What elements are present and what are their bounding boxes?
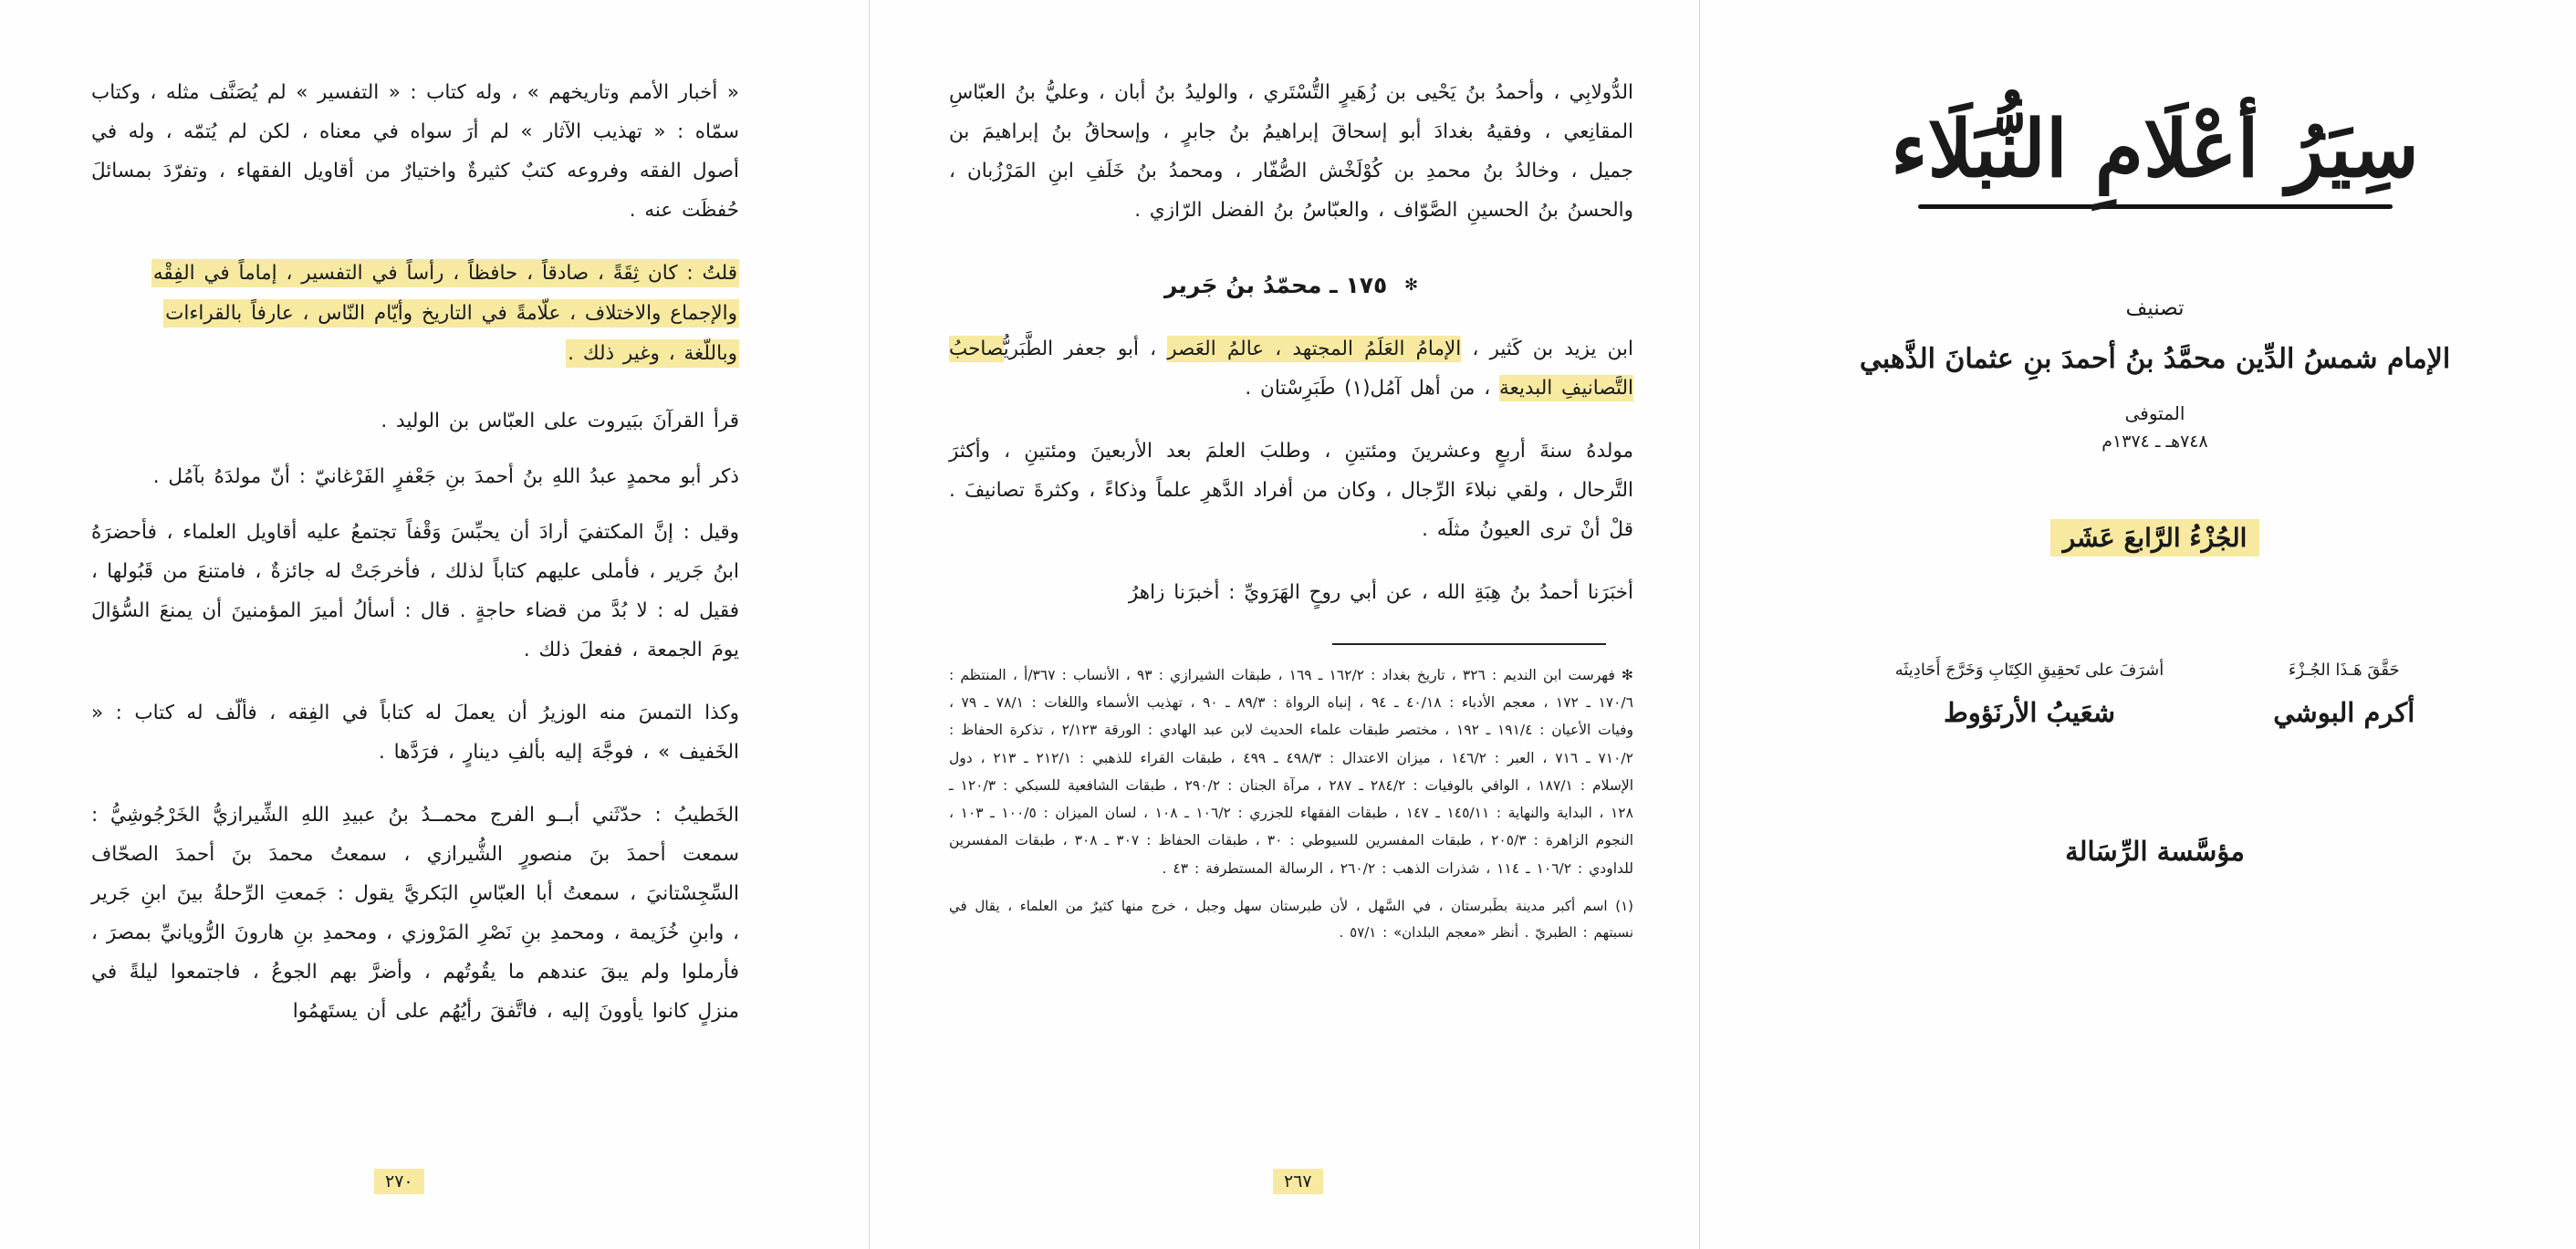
paragraph: الدُّولابِي ، وأحمدُ بنُ يَحْيى بن زُهَيرٍ التُّسْتَري ، والوليدُ بنُ أبان ، وعليُّ بنُ العبّاسِ المقانِعي ، وفقيهُ بغدادَ أبو إسحاقَ إبراهيمُ بنُ جابرٍ ، وإسحاقُ بنُ إبراهيمَ بن جميل ، وخالدُ بنُ محمدِ بن كُوْلَخْش الصُّفّار ، ومحمدُ بنُ خَلَفِ ابنِ المَرْزُبان ، والحسنُ بنُ الحسينِ الصَّوّاف ، والعبّاسُ بنُ الفضل الرّازي .	[949, 81, 1633, 222]
footnote: (١) اسم أكبر مدينة بطَبرستان ، في السَّهل ، لأن طبرستان سهل وجبل ، خرج منها كثيرٌ من العلماء ، يقال في نسبتهم : الطبريّ . أنظر «معجم البلدان» : ٥٧/١ .	[949, 897, 1633, 941]
column-divider-1	[869, 0, 870, 1249]
author-name: الإمام شمسُ الدِّين محمَّدُ بنُ أحمدَ بنِ عثمانَ الذَّهبي	[1859, 342, 2451, 375]
authorship-label: تصنيف	[2125, 296, 2185, 320]
heading-dash: ـ	[1330, 272, 1338, 298]
paragraph: قرأ القرآنَ ببَيروت على العبّاس بن الوليد .	[381, 410, 739, 433]
highlighted-line: قلتُ : كان ثِقَةً ، صادقاً ، حافظاً ، رأساً في التفسير ، إماماً في الفِقْه	[151, 259, 739, 287]
entry-number: ١٧٥	[1345, 272, 1388, 298]
editor-role: حَقَّقَ هَـذَا الجُـزْءَ	[2288, 660, 2400, 680]
paragraph: وقيل : إنَّ المكتفيَ أرادَ أن يحبِّسَ وَقْفاً تجتمعُ عليه أقاويل العلماء ، فأحضرَهُ ابنُ جَرير ، فأملى عليهم كتاباً لذلك ، فأخرجَتْ له جائزةٌ ، فامتنعَ من قَبُولها ، فقيل له : لا بُدَّ من قضاء حاجةٍ . قال : أسألُ أميرَ المؤمنينَ أن يمنعَ السُّؤالَ يومَ الجمعة ، ففعلَ ذلك .	[91, 521, 739, 662]
highlighted-epithet-2: صاحبُ التَّصانيفِ البديعة	[949, 338, 1633, 400]
page-number-left: ٢٧٠	[374, 1169, 424, 1194]
entry-name: محمّدُ بنُ جَرير	[1163, 272, 1322, 298]
page-number-middle: ٢٦٧	[1273, 1169, 1323, 1194]
paragraph: « أخبار الأمم وتاريخهم » ، وله كتاب : « التفسير » لم يُصَنَّف مثله ، وكتاب سمّاه : « تهذيب الآثار » لم أرَ سواه في معناه ، لكن لم يُتمّه ، وله في أصول الفقه وفروعه كتبٌ كثيرةٌ واختيارٌ من أقاويل الفقهاء ، وتفرّدَ بمسائلَ حُفظَت عنه .	[91, 81, 739, 222]
left-page	[0, 0, 821, 1249]
bio-text-post: ، من أهل آمُل(١) طَبَرِسْتان .	[1245, 377, 1500, 400]
publisher-name: مؤسَّسة الرِّسَالة	[2065, 836, 2245, 868]
death-label: المتوفى	[2124, 401, 2185, 424]
editor-entry	[2273, 657, 2414, 729]
paragraph: وكذا التمسَ منه الوزيرُ أن يعملَ له كتاباً في الفِقه ، فألّف له كتاب : « الخَفيف » ، فوجَّهَ إليه بألفِ دينارٍ ، فرَدَّها .	[91, 702, 739, 765]
volume-label: الجُزْءُ الرَّابعَ عَشَر	[2050, 519, 2260, 557]
asterisk-icon: ✻	[1403, 276, 1419, 295]
editor-role: أشرَفَ على تَحقِيقِ الكِتَابِ وَخَرَّجَ أَحَادِيثَه	[1894, 660, 2164, 680]
biography-heading	[949, 272, 1633, 298]
highlighted-line: والإجماع والاختلاف ، علّامةً في التاريخ وأيّام النّاس ، عارفاً بالقراءات	[163, 299, 739, 328]
editor-name: أكرم البوشي	[2273, 697, 2415, 729]
editor-entry	[1895, 657, 2164, 729]
footnote-separator	[1332, 643, 1606, 645]
biography-identification	[949, 329, 1633, 408]
paragraph: مولدهُ سنةَ أربعٍ وعشرينَ ومئتينِ ، وطلبَ العلمَ بعد الأربعينَ ومئتينِ ، وأكثرَ التَّرحال ، ولقي نبلاءَ الرِّجال ، وكان من أفراد الدَّهرِ علماً وذكاءً ، وكثرةَ تصانيفَ . قلْ أنْ ترى العيونُ مثلَه .	[949, 440, 1633, 541]
paragraph: أخبَرَنا أحمدُ بنُ هِبَةِ الله ، عن أبي روحٍ الهَرَويِّ : أخبرَنا زاهرُ	[1128, 581, 1633, 604]
death-dates: ٧٤٨هـ ـ ١٣٧٤م	[2101, 431, 2208, 452]
title-page	[1734, 0, 2576, 1249]
highlighted-paragraph	[91, 254, 739, 374]
book-title: سِيَرُ أعْلَامِ النُّبَلَاء	[1891, 103, 2419, 195]
title-underline	[1918, 204, 2393, 209]
column-divider-2	[1699, 0, 1700, 1249]
bio-text-mid: ، أبو جعفر	[1053, 338, 1168, 360]
bio-text-pre: ابن يزيد بن كَثير ،	[1461, 338, 1633, 360]
middle-page	[913, 0, 1670, 1249]
highlighted-epithet-1: الإمامُ العَلَمُ المجتهد ، عالمُ العَصر	[1167, 338, 1462, 360]
footnote: ✻ فهرست ابن النديم : ٣٢٦ ، تاريخ بغداد : ١٦٢/٢ ـ ١٦٩ ، طبقات الشيرازي : ٩٣ ، الأنساب : ٣٦٧/أ ، المنتظم : ١٧٠/٦ ـ ١٧٢ ، معجم الأدباء : ٤٠/١٨ ـ ٩٤ ، إنباه الرواة : ٨٩/٣ ـ ٩٠ ، تهذيب الأسماء واللغات : ٧٨/١ ـ ٧٩ ، وفيات الأعيان : ١٩١/٤ ـ ١٩٢ ، مختصر طبقات علماء الحديث لابن عبد الهادي : الورقة ٢/١٢٣ ، تذكرة الحفاظ : ٧١٠/٢ ـ ٧١٦ ، العبر : ١٤٦/٢ ، ميزان الاعتدال : ٤٩٨/٣ ـ ٤٩٩ ، طبقات القراء للذهبي : ٢١٢/١ ـ ٢١٣ ، دول الإسلام : ١٨٧/١ ، الوافي بالوفيات : ٢٨٤/٢ ـ ٢٨٧ ، مرآة الجنان : ٢٩٠/٢ ، طبقات الشافعية للسبكي : ١٢٠/٣ ـ ١٢٨ ، البداية والنهاية : ١٤٥/١١ ـ ١٤٧ ، طبقات الفقهاء للجزري : ١٠٦/٢ ـ ١٠٨ ، لسان الميزان : ١٠٠/٥ ـ ١٠٣ ، النجوم الزاهرة : ٢٠٥/٣ ، طبقات المفسرين للسيوطي : ٣٠ ، طبقات الحفاظ : ٣٠٧ ـ ٣٠٨ ، طبقات المفسرين للداودي : ١٠٦/٢ ـ ١١٤ ، شذرات الذهب : ٢٦٠/٢ ، الرسالة المستطرفة : ٤٣ .	[949, 667, 1634, 877]
editor-name: شعَيبُ الأرنَؤوط	[1943, 697, 2116, 729]
editors-block	[1789, 657, 2521, 729]
paragraph: ذكر أبو محمدٍ عبدُ اللهِ بنُ أحمدَ بنِ جَعْفرٍ الفَرْغانيّ : أنّ مولدَهُ بآمُل .	[152, 465, 739, 489]
bio-nisba: الطَّبَريُّ	[1003, 338, 1054, 360]
highlighted-line: وباللّغة ، وغير ذلك .	[566, 339, 739, 368]
paragraph: الخَطيبُ : حدّثَني أبــو الفرج محمــدُ بنُ عبيدِ اللهِ الشِّيرازيُّ الخَرْجُوشِيُّ : سمعت أحمدَ بنَ منصورٍ الشُّيرازي ، سمعتُ محمدَ بنَ أحمدَ الصحّاف السِّجِسْتانيَ ، سمعتُ أبا العبّاسِ البَكريَّ يقول : جَمعتِ الرِّحلةُ بينَ ابنِ جَرير ، وابنِ خُزَيمة ، ومحمدِ بنِ نَصْرِ المَرْوزي ، ومحمدِ بنِ هارونَ الرُّويانيِّ بمصرَ ، فأرملوا ولم يبقَ عندهم ما يقُوتُهم ، وأضرَّ بهم الجوعُ ، فاجتمعوا ليلةً في منزلٍ كانوا يأوونَ إليه ، فاتَّفقَ رأيُهُم على أن يستَهمُوا	[91, 804, 739, 1024]
